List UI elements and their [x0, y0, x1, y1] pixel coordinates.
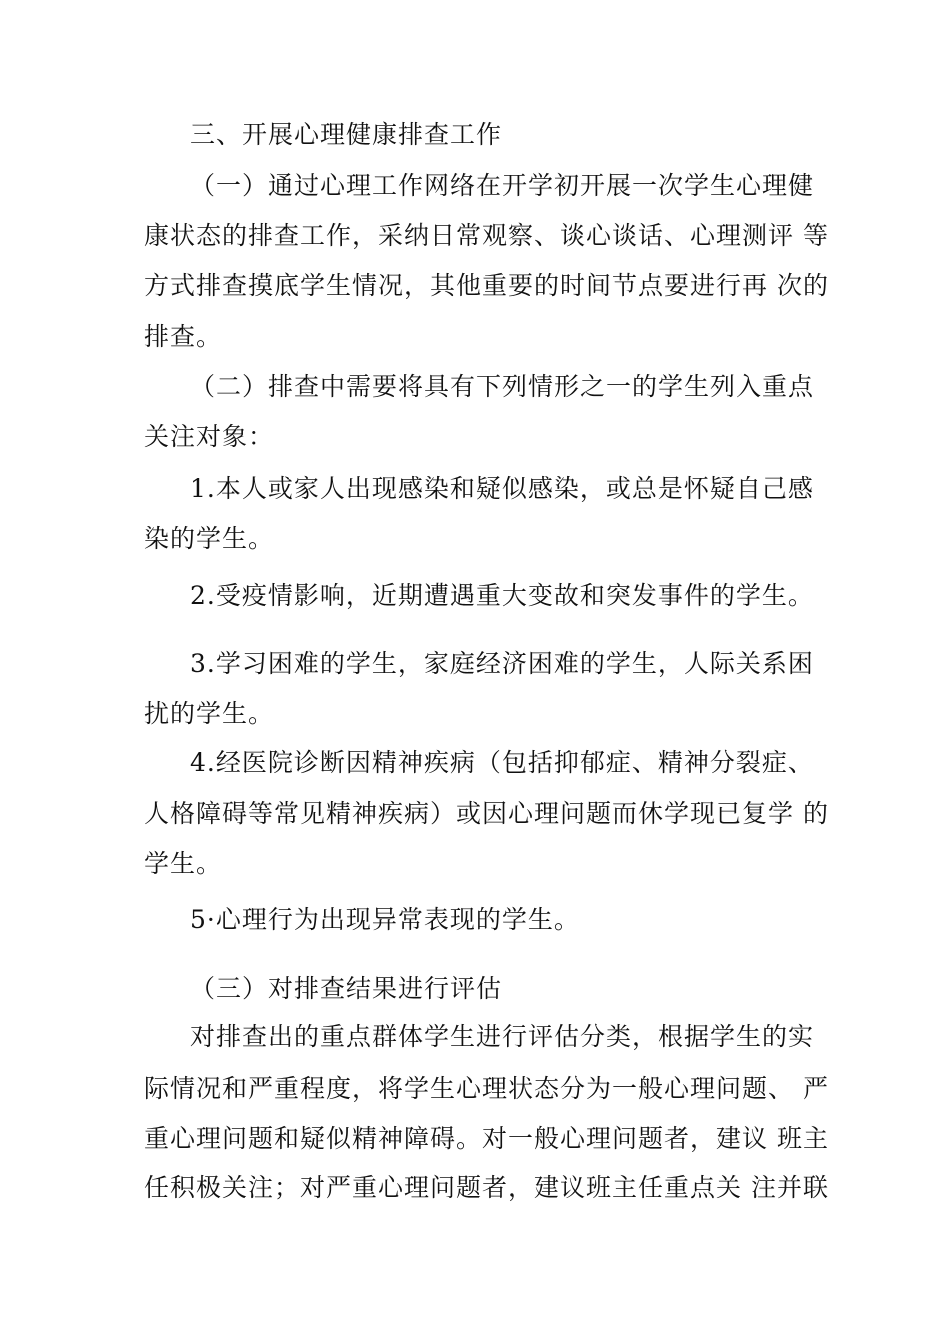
paragraph-line: 扰的学生。: [144, 699, 275, 728]
paragraph-line: 康状态的排查工作，采纳日常观察、谈心谈话、心理测评 等: [144, 221, 829, 250]
paragraph-line: 关注对象：: [144, 422, 275, 451]
paragraph-line: 任积极关注；对严重心理问题者，建议班主任重点关 注并联: [144, 1173, 829, 1202]
paragraph-line: （一）通过心理工作网络在开学初开展一次学生心理健: [190, 171, 815, 200]
paragraph-line: （二）排查中需要将具有下列情形之一的学生列入重点: [190, 372, 815, 401]
paragraph-line: 排查。: [144, 322, 223, 351]
paragraph-line: 重心理问题和疑似精神障碍。对一般心理问题者，建议 班主: [144, 1124, 829, 1153]
paragraph-line: 方式排查摸底学生情况，其他重要的时间节点要进行再 次的: [144, 271, 829, 300]
paragraph-line: 对排查出的重点群体学生进行评估分类，根据学生的实: [190, 1022, 815, 1051]
paragraph-line: 1.本人或家人出现感染和疑似感染，或总是怀疑自己感: [190, 474, 814, 503]
paragraph-line: 学生。: [144, 849, 223, 878]
paragraph-line: 5·心理行为出现异常表现的学生。: [190, 905, 580, 934]
paragraph-line: 2.受疫情影响，近期遭遇重大变故和突发事件的学生。: [190, 581, 814, 610]
paragraph-line: （三）对排查结果进行评估: [190, 974, 503, 1003]
paragraph-line: 染的学生。: [144, 524, 275, 553]
paragraph-line: 4.经医院诊断因精神疾病（包括抑郁症、精神分裂症、: [190, 748, 814, 777]
paragraph-line: 际情况和严重程度，将学生心理状态分为一般心理问题、 严: [144, 1074, 829, 1103]
paragraph-line: 人格障碍等常见精神疾病）或因心理问题而休学现已复学 的: [144, 799, 829, 828]
paragraph-line: 3.学习困难的学生，家庭经济困难的学生，人际关系困: [190, 649, 814, 678]
section-heading: 三、开展心理健康排查工作: [190, 120, 503, 149]
